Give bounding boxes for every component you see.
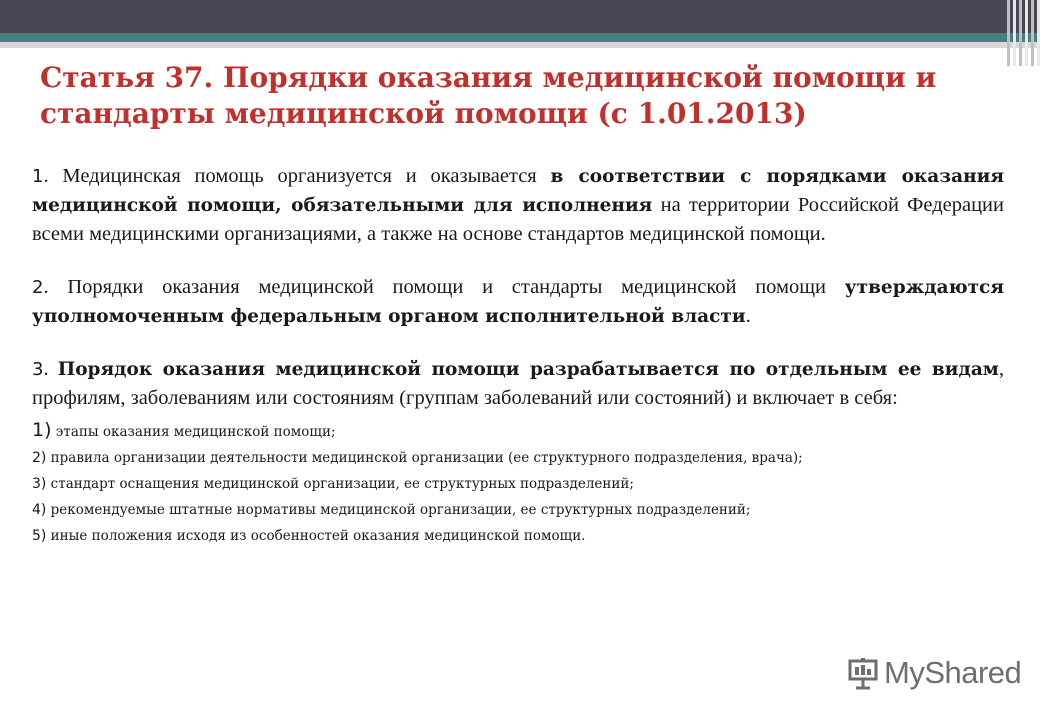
presentation-board-icon	[848, 658, 878, 688]
paragraph-bold-text: Порядок оказания медицинской помощи разрабатывается по отдельным ее видам	[57, 359, 999, 380]
paragraph-number: 3	[32, 359, 44, 380]
list-item-text: стандарт оснащения медицинской организации, ее структурных подразделений;	[46, 476, 634, 492]
header-dark-bar	[0, 0, 1040, 33]
list-item	[32, 445, 1004, 471]
header-right-stripes	[1006, 0, 1040, 66]
list-item-text: рекомендуемые штатные нормативы медицинской организации, ее структурных подразделений;	[46, 502, 751, 518]
paragraph-number: 2	[32, 277, 44, 298]
list-item	[32, 417, 1004, 445]
paragraph-text: на территории Российской Федерации всеми медицинскими организациями, а также на основе стандартов медицинской помощи.	[32, 194, 1005, 245]
slide-body	[32, 162, 1004, 549]
paragraph-text: , профилям, заболеваниям или состояниям (группам заболеваний или состояний) и включает в себя:	[32, 358, 1005, 409]
list-item-text: этапы оказания медицинской помощи;	[51, 424, 336, 440]
list-item	[32, 523, 1004, 549]
watermark-text: MyShared	[884, 655, 1022, 690]
list-item	[32, 471, 1004, 497]
list-item-number: 2)	[32, 450, 47, 466]
list-item-number: 3)	[32, 476, 47, 492]
paragraph-1	[32, 162, 1004, 249]
header-gray-band	[0, 42, 1040, 48]
paragraph-3	[32, 355, 1004, 413]
header-divider-line	[40, 49, 965, 52]
slide-title: Статья 37. Порядки оказания медицинской помощи и стандарты медицинской помощи (с 1.01.2013)	[40, 61, 937, 130]
paragraph-number: 1	[32, 166, 44, 187]
header-teal-bar	[0, 33, 1040, 42]
list-item-number: 5)	[32, 528, 47, 544]
list-item	[32, 497, 1004, 523]
list-item-number: 1)	[32, 419, 52, 441]
list-item-text: правила организации деятельности медицинской организации (ее структурного подразделения, врача);	[46, 450, 803, 466]
paragraph-bold-text: утверждаются уполномоченным федеральным органом исполнительной власти	[32, 277, 1004, 327]
list-item-text: иные положения исходя из особенностей оказания медицинской помощи.	[46, 528, 586, 544]
paragraph-2	[32, 273, 1004, 331]
includes-list	[32, 417, 1004, 549]
paragraph-text: . Медицинская помощь организуется и оказывается	[43, 165, 551, 187]
paragraph-bold-text: в соответствии с порядками оказания медицинской помощи, обязательными для исполнения	[32, 166, 1004, 216]
watermark-logo[interactable]	[848, 655, 1021, 691]
paragraph-text: . Порядки оказания медицинской помощи и стандарты медицинской помощи	[43, 276, 845, 298]
paragraph-text: .	[745, 305, 751, 327]
list-item-number: 4)	[32, 502, 47, 518]
paragraph-text: .	[43, 358, 58, 380]
